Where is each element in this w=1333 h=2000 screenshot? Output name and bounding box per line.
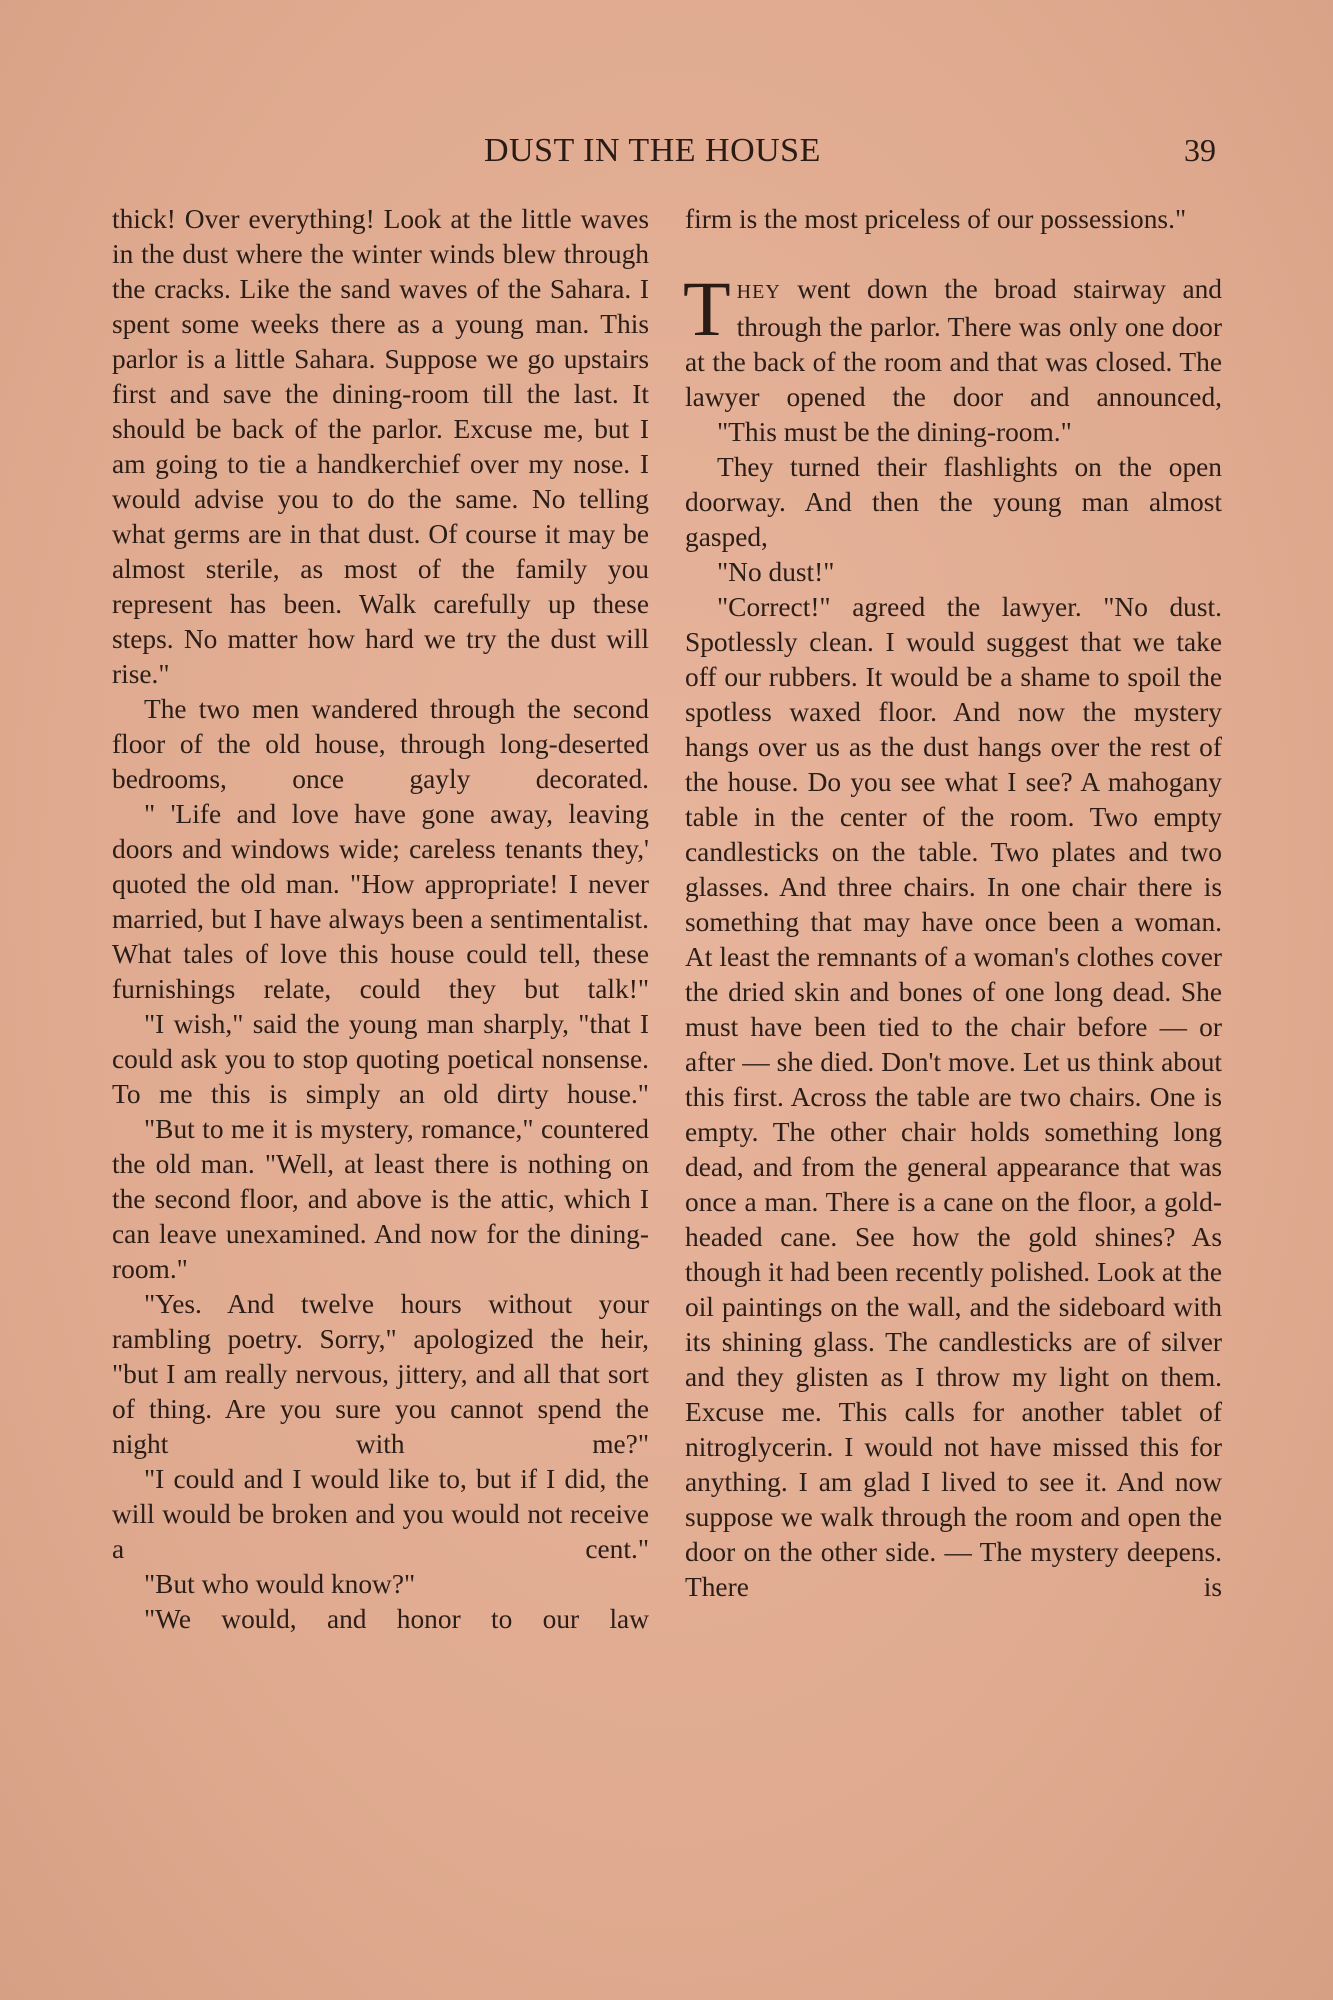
- paragraph: "But who would know?": [144, 1569, 416, 1599]
- right-column: [685, 202, 1222, 1605]
- paragraph: "Yes. And twelve hours without your rambling poetry. Sorry," apologized the heir, "but I am really nervous, jittery, and all that sort of thing. Are you sure you cannot spend the night with me?": [112, 1289, 649, 1459]
- paragraph: "This must be the dining-room.": [717, 417, 1072, 447]
- paragraph: "But to me it is mystery, romance," countered the old man. "Well, at least there is nothing on the second floor, and above is the attic, which I can leave unexamined. And now for the dining-room.": [112, 1114, 649, 1284]
- paragraph: "No dust!": [717, 557, 835, 587]
- paragraph: "I wish," said the young man sharply, "that I could ask you to stop quoting poetical nonsense. To me this is simply an old dirty house.": [112, 1009, 649, 1109]
- paragraph: The two men wandered through the second floor of the old house, through long-deserted bedrooms, once gayly decorated.: [112, 694, 649, 794]
- small-caps-word: HEY: [736, 281, 781, 303]
- paragraph: " 'Life and love have gone away, leaving doors and windows wide; careless tenants they,' quoted the old man. "How appropriate! I never married, but I have always been a sentimentalist. What tales of love this house could tell, these furnishings relate, could they but talk!": [112, 799, 649, 1004]
- paragraph: thick! Over everything! Look at the little waves in the dust where the winter winds blew through the cracks. Like the sand waves of the Sahara. I spent some weeks there as a young man. This parlor is a little Sahara. Suppose we go upstairs first and save the dining-room till the last. It should be back of the parlor. Excuse me, but I am going to tie a handkerchief over my nose. I would advise you to do the same. No telling what germs are in that dust. Of course it may be almost sterile, as most of the family you represent has been. Walk carefully up these steps. No matter how hard we try the dust will rise.": [112, 204, 649, 689]
- paragraph: firm is the most priceless of our possessions.": [685, 204, 1187, 234]
- page-number: 39: [1184, 132, 1216, 168]
- paragraph: "We would, and honor to our law: [144, 1604, 649, 1634]
- running-title: DUST IN THE HOUSE: [484, 132, 821, 169]
- left-column: [112, 202, 649, 1637]
- paragraph: They turned their flashlights on the open doorway. And then the young man almost gasped,: [685, 452, 1222, 552]
- paragraph-text: went down the broad stairway and through the parlor. There was only one door at the back of the room and that was closed. The lawyer opened the door and announced,: [685, 274, 1222, 412]
- running-head: [0, 132, 1333, 176]
- paragraph: "Correct!" agreed the lawyer. "No dust. Spotlessly clean. I would suggest that we take off our rubbers. It would be a shame to spoil the spotless waxed floor. And now the mystery hangs over us as the dust hangs over the rest of the house. Do you see what I see? A mahogany table in the center of the room. Two empty candlesticks on the table. Two plates and two glasses. And three chairs. In one chair there is something that may have once been a woman. At least the remnants of a woman's clothes cover the dried skin and bones of one long dead. She must have been tied to the chair before — or after — she died. Don't move. Let us think about this first. Across the table are two chairs. One is empty. The other chair holds something long dead, and from the general appearance that was once a man. There is a cane on the floor, a gold-headed cane. See how the gold shines? As though it had been recently polished. Look at the oil paintings on the wall, and the sideboard with its shining glass. The candlesticks are of silver and they glisten as I throw my light on them. Excuse me. This calls for another tablet of nitroglycerin. I would not have missed this for anything. I am glad I lived to see it. And now suppose we walk through the room and open the door on the other side. — The mystery deepens. There is: [685, 592, 1222, 1602]
- paragraph: "I could and I would like to, but if I did, the will would be broken and you would not receive a cent.": [112, 1464, 649, 1564]
- section-opening-paragraph: [683, 265, 1222, 415]
- drop-cap: T: [683, 265, 731, 352]
